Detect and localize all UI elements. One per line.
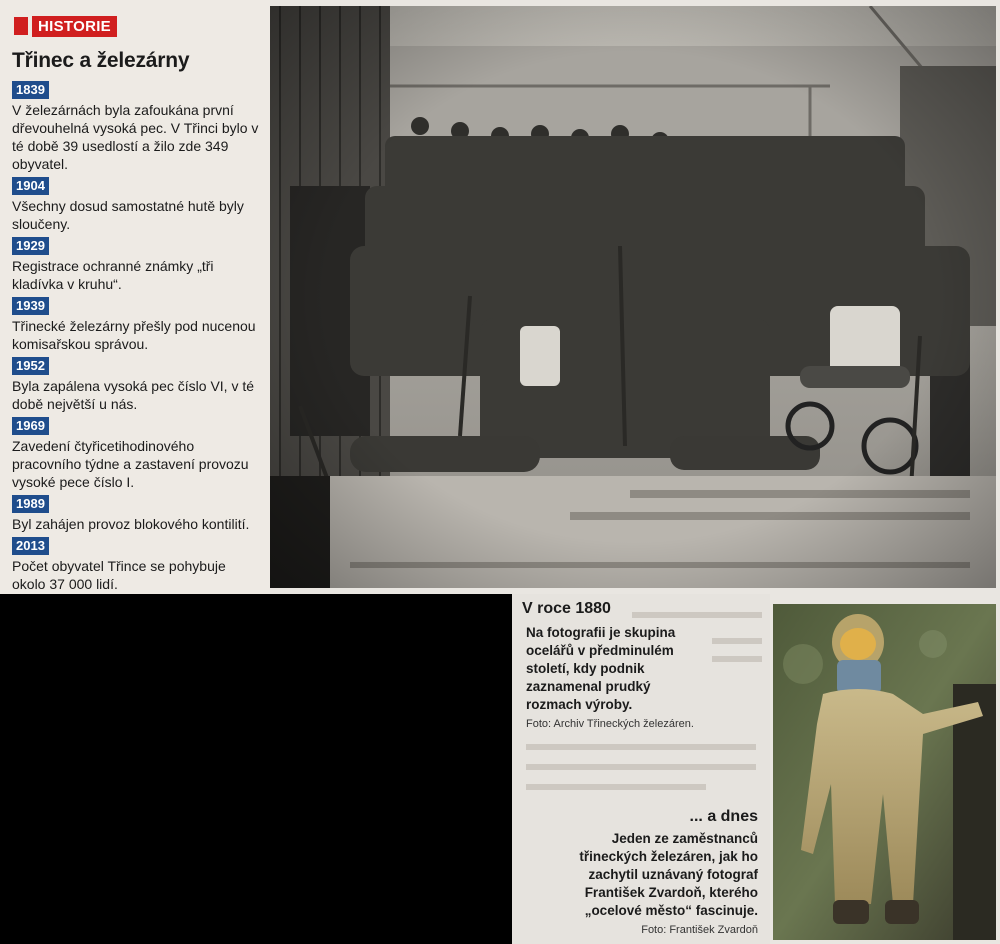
- caption-column: [512, 594, 770, 944]
- timeline-entry: [12, 81, 262, 173]
- timeline-entry: [12, 297, 262, 353]
- timeline-year: 1904: [12, 177, 49, 195]
- caption-1880-body: Na fotografii je skupina ocelářů v předminulém století, kdy podnik zaznamenal prudký rozmach výroby.: [526, 625, 676, 712]
- timeline-entry: [12, 537, 262, 593]
- caption-1880-credit: Foto: Archiv Třineckých železáren.: [526, 718, 694, 730]
- modern-steelworker-photo: [773, 604, 996, 940]
- timeline-entry: [12, 177, 262, 233]
- timeline-entry: [12, 237, 262, 293]
- steelworker-illustration: [773, 604, 996, 940]
- timeline-entry: [12, 495, 262, 533]
- timeline-year: 1952: [12, 357, 49, 375]
- timeline-year: 1989: [12, 495, 49, 513]
- timeline-text: Zavedení čtyřicetihodinového pracovního týdne a zastavení provozu vysoké pece číslo I.: [12, 438, 249, 490]
- bleed-text-line: [712, 638, 762, 644]
- timeline-list: [12, 81, 262, 597]
- caption-today-title: ... a dnes: [689, 808, 758, 825]
- timeline-text: Počet obyvatel Třince se pohybuje okolo 37 000 lidí.: [12, 558, 226, 592]
- tag-marker: [14, 17, 28, 35]
- timeline-entry: [12, 357, 262, 413]
- timeline-column: [0, 0, 270, 594]
- timeline-year: 1839: [12, 81, 49, 99]
- timeline-text: Registrace ochranné známky „tři kladívka v kruhu“.: [12, 258, 214, 292]
- bleed-text-line: [526, 744, 756, 750]
- bleed-text-line: [632, 612, 762, 618]
- blank-region: [0, 594, 514, 944]
- timeline-entry: [12, 417, 262, 491]
- timeline-year: 1929: [12, 237, 49, 255]
- timeline-text: Byl zahájen provoz blokového kontilití.: [12, 516, 250, 532]
- section-tag-label: HISTORIE: [32, 16, 117, 37]
- timeline-year: 2013: [12, 537, 49, 555]
- timeline-year: 1969: [12, 417, 49, 435]
- caption-today-body: Jeden ze zaměstnanců třineckých železáren, jak ho zachytil uznávaný fotograf František Zvardoň, kterého „ocelové město“ fascinuje.: [579, 831, 758, 918]
- timeline-text: Byla zapálena vysoká pec číslo VI, v té době největší u nás.: [12, 378, 255, 412]
- historic-photo-illustration: [270, 6, 996, 588]
- article-title: Třinec a železárny: [12, 49, 190, 72]
- caption-today-credit: Foto: František Zvardoň: [641, 924, 758, 936]
- bleed-text-line: [712, 656, 762, 662]
- timeline-text: Třinecké železárny přešly pod nucenou komisařskou správou.: [12, 318, 256, 352]
- section-tag: [14, 14, 117, 38]
- caption-1880-title: V roce 1880: [522, 600, 611, 617]
- timeline-text: V železárnách byla zafoukána první dřevouhelná vysoká pec. V Třinci bylo v té době 39 usedlostí a žilo zde 349 obyvatel.: [12, 102, 259, 172]
- timeline-text: Všechny dosud samostatné hutě byly sloučeny.: [12, 198, 244, 232]
- bleed-text-line: [526, 764, 756, 770]
- timeline-year: 1939: [12, 297, 49, 315]
- bleed-text-line: [526, 784, 706, 790]
- historic-group-photo: [270, 6, 996, 588]
